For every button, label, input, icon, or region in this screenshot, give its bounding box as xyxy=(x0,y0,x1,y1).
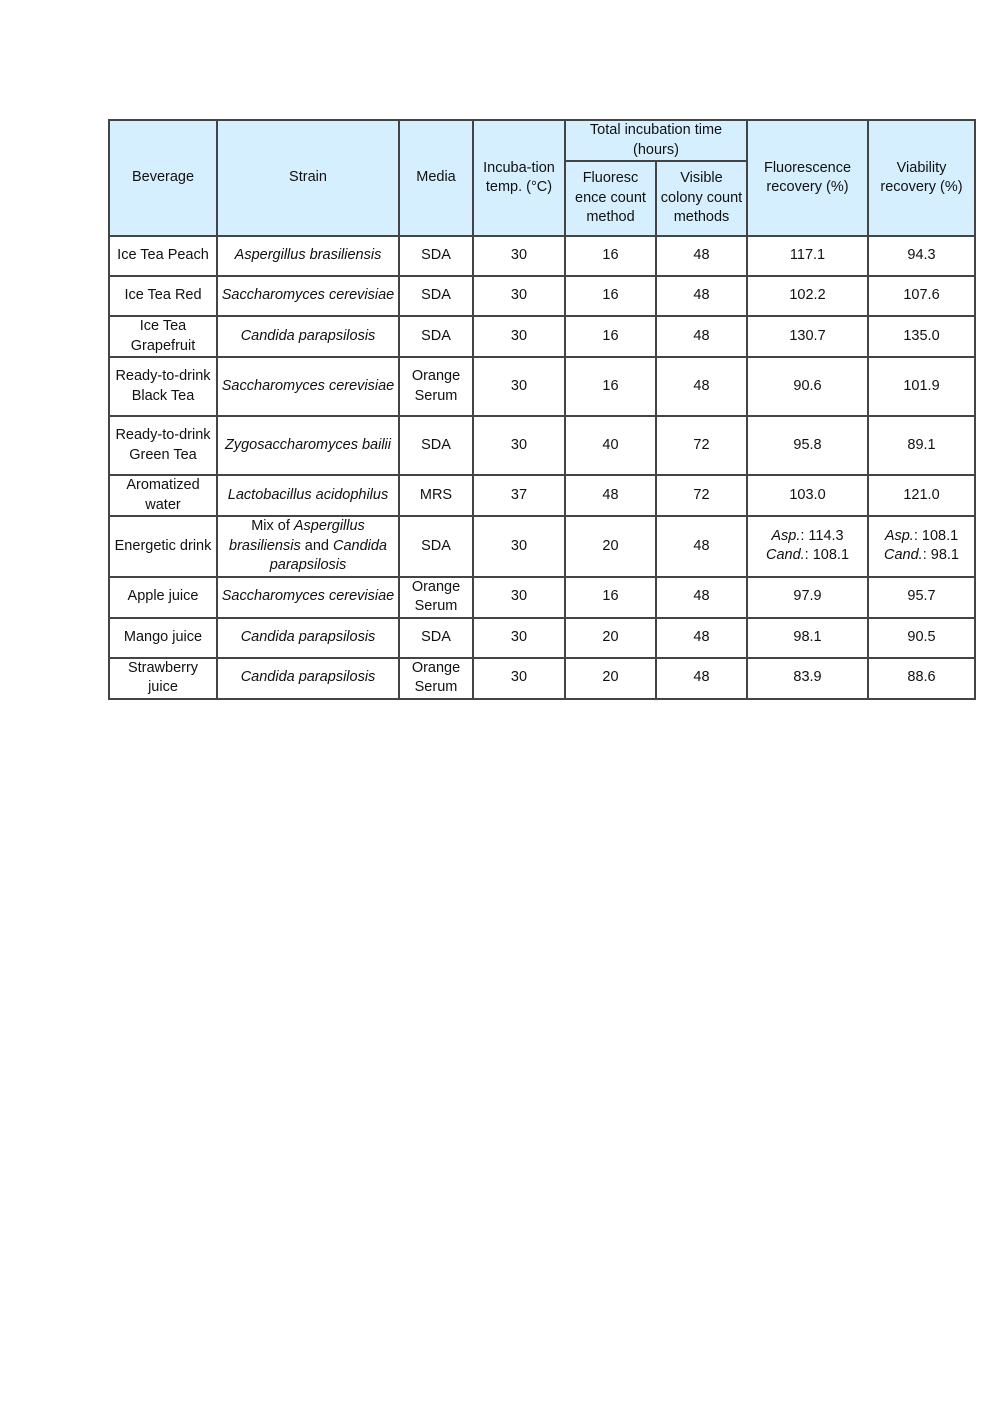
cell-strain-segment: Lactobacillus acidophilus xyxy=(227,486,389,503)
cell-beverage: Energetic drink xyxy=(109,516,217,577)
cell-incubation-temp: 30 xyxy=(473,236,565,276)
cell-incubation-temp: 30 xyxy=(473,316,565,357)
cell-viability-recovery-segment: 107.6 xyxy=(903,287,940,304)
cell-fluorescence-recovery xyxy=(747,618,868,658)
cell-strain xyxy=(217,357,399,416)
table-body xyxy=(109,236,975,699)
cell-fluorescence-recovery-segment: 103.0 xyxy=(789,486,826,503)
cell-media: Orange Serum xyxy=(399,577,473,618)
cell-fluorescence-recovery xyxy=(747,658,868,699)
cell-fluorescence-recovery xyxy=(747,276,868,316)
cell-media: SDA xyxy=(399,276,473,316)
cell-incubation-temp: 30 xyxy=(473,416,565,475)
cell-visible-colony-time: 72 xyxy=(656,475,747,516)
header-total-incubation-time: Total incubation time (hours) xyxy=(565,120,747,161)
cell-fluorescence-recovery-segment: Asp. xyxy=(771,527,801,544)
cell-media: SDA xyxy=(399,236,473,276)
cell-viability-recovery-segment: 94.3 xyxy=(907,247,936,264)
cell-strain xyxy=(217,276,399,316)
cell-fluorescence-recovery-segment: 95.8 xyxy=(793,436,822,453)
cell-strain-segment: Candida parapsilosis xyxy=(240,628,376,645)
cell-viability-recovery xyxy=(868,618,975,658)
header-incubation-temp: Incuba-tion temp. (°C) xyxy=(473,120,565,236)
cell-viability-recovery xyxy=(868,475,975,516)
table-row xyxy=(109,276,975,316)
cell-media: SDA xyxy=(399,618,473,658)
cell-viability-recovery xyxy=(868,316,975,357)
header-viability-recovery: Viability recovery (%) xyxy=(868,120,975,236)
cell-viability-recovery xyxy=(868,236,975,276)
cell-viability-recovery-segment: : 98.1 xyxy=(922,547,959,564)
cell-fluorescence-recovery-segment: 90.6 xyxy=(793,377,822,394)
cell-strain-segment: Candida parapsilosis xyxy=(269,537,387,573)
cell-viability-recovery-segment: 95.7 xyxy=(907,588,936,605)
cell-visible-colony-time: 72 xyxy=(656,416,747,475)
cell-fluorescence-recovery xyxy=(747,577,868,618)
cell-viability-recovery xyxy=(868,516,975,577)
cell-visible-colony-time: 48 xyxy=(656,658,747,699)
header-fluorescence-recovery: Fluorescence recovery (%) xyxy=(747,120,868,236)
cell-fluorescence-recovery-segment: 102.2 xyxy=(789,287,826,304)
cell-viability-recovery-segment: 90.5 xyxy=(907,628,936,645)
cell-fluorescence-recovery-segment: 98.1 xyxy=(793,628,822,645)
cell-strain-segment: and xyxy=(300,537,333,554)
cell-fluorescence-recovery xyxy=(747,236,868,276)
cell-strain xyxy=(217,618,399,658)
cell-incubation-temp: 30 xyxy=(473,276,565,316)
cell-strain xyxy=(217,516,399,577)
cell-viability-recovery xyxy=(868,416,975,475)
cell-strain-segment: Saccharomyces cerevisiae xyxy=(221,287,395,304)
table-row xyxy=(109,416,975,475)
recovery-table xyxy=(108,119,976,700)
cell-visible-colony-time: 48 xyxy=(656,618,747,658)
cell-visible-colony-time: 48 xyxy=(656,276,747,316)
cell-viability-recovery xyxy=(868,357,975,416)
cell-media: MRS xyxy=(399,475,473,516)
cell-media: Orange Serum xyxy=(399,658,473,699)
cell-viability-recovery-segment: Asp. xyxy=(884,527,914,544)
table-row xyxy=(109,658,975,699)
header-beverage: Beverage xyxy=(109,120,217,236)
header-fluorescence-count-method: Fluoresc ence count method xyxy=(565,161,656,236)
cell-fluorescence-time: 48 xyxy=(565,475,656,516)
cell-fluorescence-recovery-segment: 130.7 xyxy=(789,327,826,344)
table-row xyxy=(109,316,975,357)
cell-fluorescence-recovery xyxy=(747,416,868,475)
cell-fluorescence-recovery-segment: Cand. xyxy=(765,547,805,564)
cell-strain-segment: Saccharomyces cerevisiae xyxy=(221,377,395,394)
cell-incubation-temp: 30 xyxy=(473,516,565,577)
table-row xyxy=(109,357,975,416)
cell-beverage: Mango juice xyxy=(109,618,217,658)
cell-strain-segment: Aspergillus brasiliensis xyxy=(234,247,382,264)
cell-beverage: Aromatized water xyxy=(109,475,217,516)
cell-viability-recovery xyxy=(868,276,975,316)
cell-strain-segment: Candida parapsilosis xyxy=(240,669,376,686)
cell-fluorescence-recovery-segment: 83.9 xyxy=(793,669,822,686)
cell-fluorescence-time: 40 xyxy=(565,416,656,475)
cell-strain xyxy=(217,658,399,699)
cell-beverage: Ice Tea Grapefruit xyxy=(109,316,217,357)
cell-fluorescence-recovery xyxy=(747,316,868,357)
cell-fluorescence-time: 16 xyxy=(565,276,656,316)
cell-fluorescence-time: 16 xyxy=(565,577,656,618)
cell-beverage: Strawberry juice xyxy=(109,658,217,699)
cell-fluorescence-time: 16 xyxy=(565,316,656,357)
cell-beverage: Apple juice xyxy=(109,577,217,618)
cell-viability-recovery-segment: 89.1 xyxy=(907,436,936,453)
cell-incubation-temp: 30 xyxy=(473,357,565,416)
cell-fluorescence-recovery xyxy=(747,475,868,516)
table-row xyxy=(109,516,975,577)
cell-beverage: Ready-to-drink Black Tea xyxy=(109,357,217,416)
cell-visible-colony-time: 48 xyxy=(656,577,747,618)
cell-viability-recovery-segment: 121.0 xyxy=(903,486,940,503)
table-row xyxy=(109,475,975,516)
cell-incubation-temp: 30 xyxy=(473,658,565,699)
cell-beverage: Ice Tea Red xyxy=(109,276,217,316)
cell-media: SDA xyxy=(399,516,473,577)
cell-fluorescence-recovery-segment: 97.9 xyxy=(793,588,822,605)
cell-strain xyxy=(217,475,399,516)
cell-visible-colony-time: 48 xyxy=(656,316,747,357)
cell-beverage: Ice Tea Peach xyxy=(109,236,217,276)
cell-strain-segment: Zygosaccharomyces bailii xyxy=(224,436,391,453)
cell-strain xyxy=(217,577,399,618)
header-strain: Strain xyxy=(217,120,399,236)
cell-fluorescence-time: 20 xyxy=(565,658,656,699)
cell-fluorescence-recovery xyxy=(747,357,868,416)
cell-strain-segment: Candida parapsilosis xyxy=(240,327,376,344)
cell-media: SDA xyxy=(399,416,473,475)
cell-strain-segment: Mix of xyxy=(251,518,294,534)
cell-strain xyxy=(217,316,399,357)
cell-strain xyxy=(217,416,399,475)
cell-strain-segment: Aspergillus brasiliensis xyxy=(229,518,365,554)
table-row xyxy=(109,236,975,276)
cell-fluorescence-recovery-segment: 117.1 xyxy=(789,247,826,264)
table-header xyxy=(109,120,975,236)
cell-viability-recovery-segment: 88.6 xyxy=(907,669,936,686)
header-visible-colony-count-methods: Visible colony count methods xyxy=(656,161,747,236)
cell-viability-recovery-segment: 101.9 xyxy=(903,377,940,394)
cell-viability-recovery-segment: 135.0 xyxy=(903,327,940,344)
cell-incubation-temp: 30 xyxy=(473,618,565,658)
cell-strain-segment: Saccharomyces cerevisiae xyxy=(221,588,395,605)
table-row xyxy=(109,618,975,658)
cell-incubation-temp: 37 xyxy=(473,475,565,516)
cell-fluorescence-time: 20 xyxy=(565,618,656,658)
cell-fluorescence-time: 16 xyxy=(565,357,656,416)
cell-incubation-temp: 30 xyxy=(473,577,565,618)
table-row xyxy=(109,577,975,618)
cell-media: SDA xyxy=(399,316,473,357)
cell-media: Orange Serum xyxy=(399,357,473,416)
header-media: Media xyxy=(399,120,473,236)
cell-viability-recovery xyxy=(868,577,975,618)
cell-visible-colony-time: 48 xyxy=(656,516,747,577)
cell-beverage: Ready-to-drink Green Tea xyxy=(109,416,217,475)
cell-fluorescence-recovery-segment: : 114.3 xyxy=(800,527,844,544)
cell-fluorescence-recovery xyxy=(747,516,868,577)
cell-fluorescence-time: 20 xyxy=(565,516,656,577)
cell-viability-recovery-segment: Cand. xyxy=(884,547,923,564)
cell-strain xyxy=(217,236,399,276)
cell-fluorescence-time: 16 xyxy=(565,236,656,276)
cell-viability-recovery-segment: : 108.1 xyxy=(913,527,959,544)
cell-fluorescence-recovery-segment: : 108.1 xyxy=(804,547,850,564)
cell-visible-colony-time: 48 xyxy=(656,236,747,276)
cell-viability-recovery xyxy=(868,658,975,699)
cell-visible-colony-time: 48 xyxy=(656,357,747,416)
